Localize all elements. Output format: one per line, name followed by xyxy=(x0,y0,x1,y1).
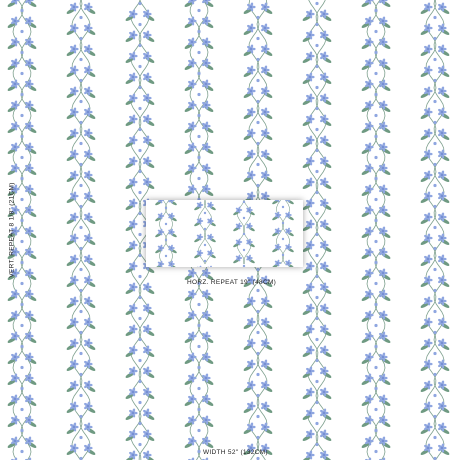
floral-stripe xyxy=(272,200,295,267)
floral-stripe xyxy=(302,0,332,460)
width-label: WIDTH 52" (132CM) xyxy=(203,449,268,456)
horizontal-repeat-label: HORZ. REPEAT 19" (48CM) xyxy=(187,279,277,286)
pattern-repeat-swatch xyxy=(146,200,303,267)
floral-stripe xyxy=(233,200,256,267)
floral-stripe xyxy=(155,200,178,267)
floral-stripe xyxy=(66,0,96,460)
floral-stripe xyxy=(361,0,391,460)
vertical-repeat-label: VERT. REPEAT 8 1/8" (21CM) xyxy=(8,182,16,278)
floral-stripe xyxy=(420,0,450,460)
swatch-floral-stripes xyxy=(155,200,295,267)
floral-stripe xyxy=(194,200,217,267)
